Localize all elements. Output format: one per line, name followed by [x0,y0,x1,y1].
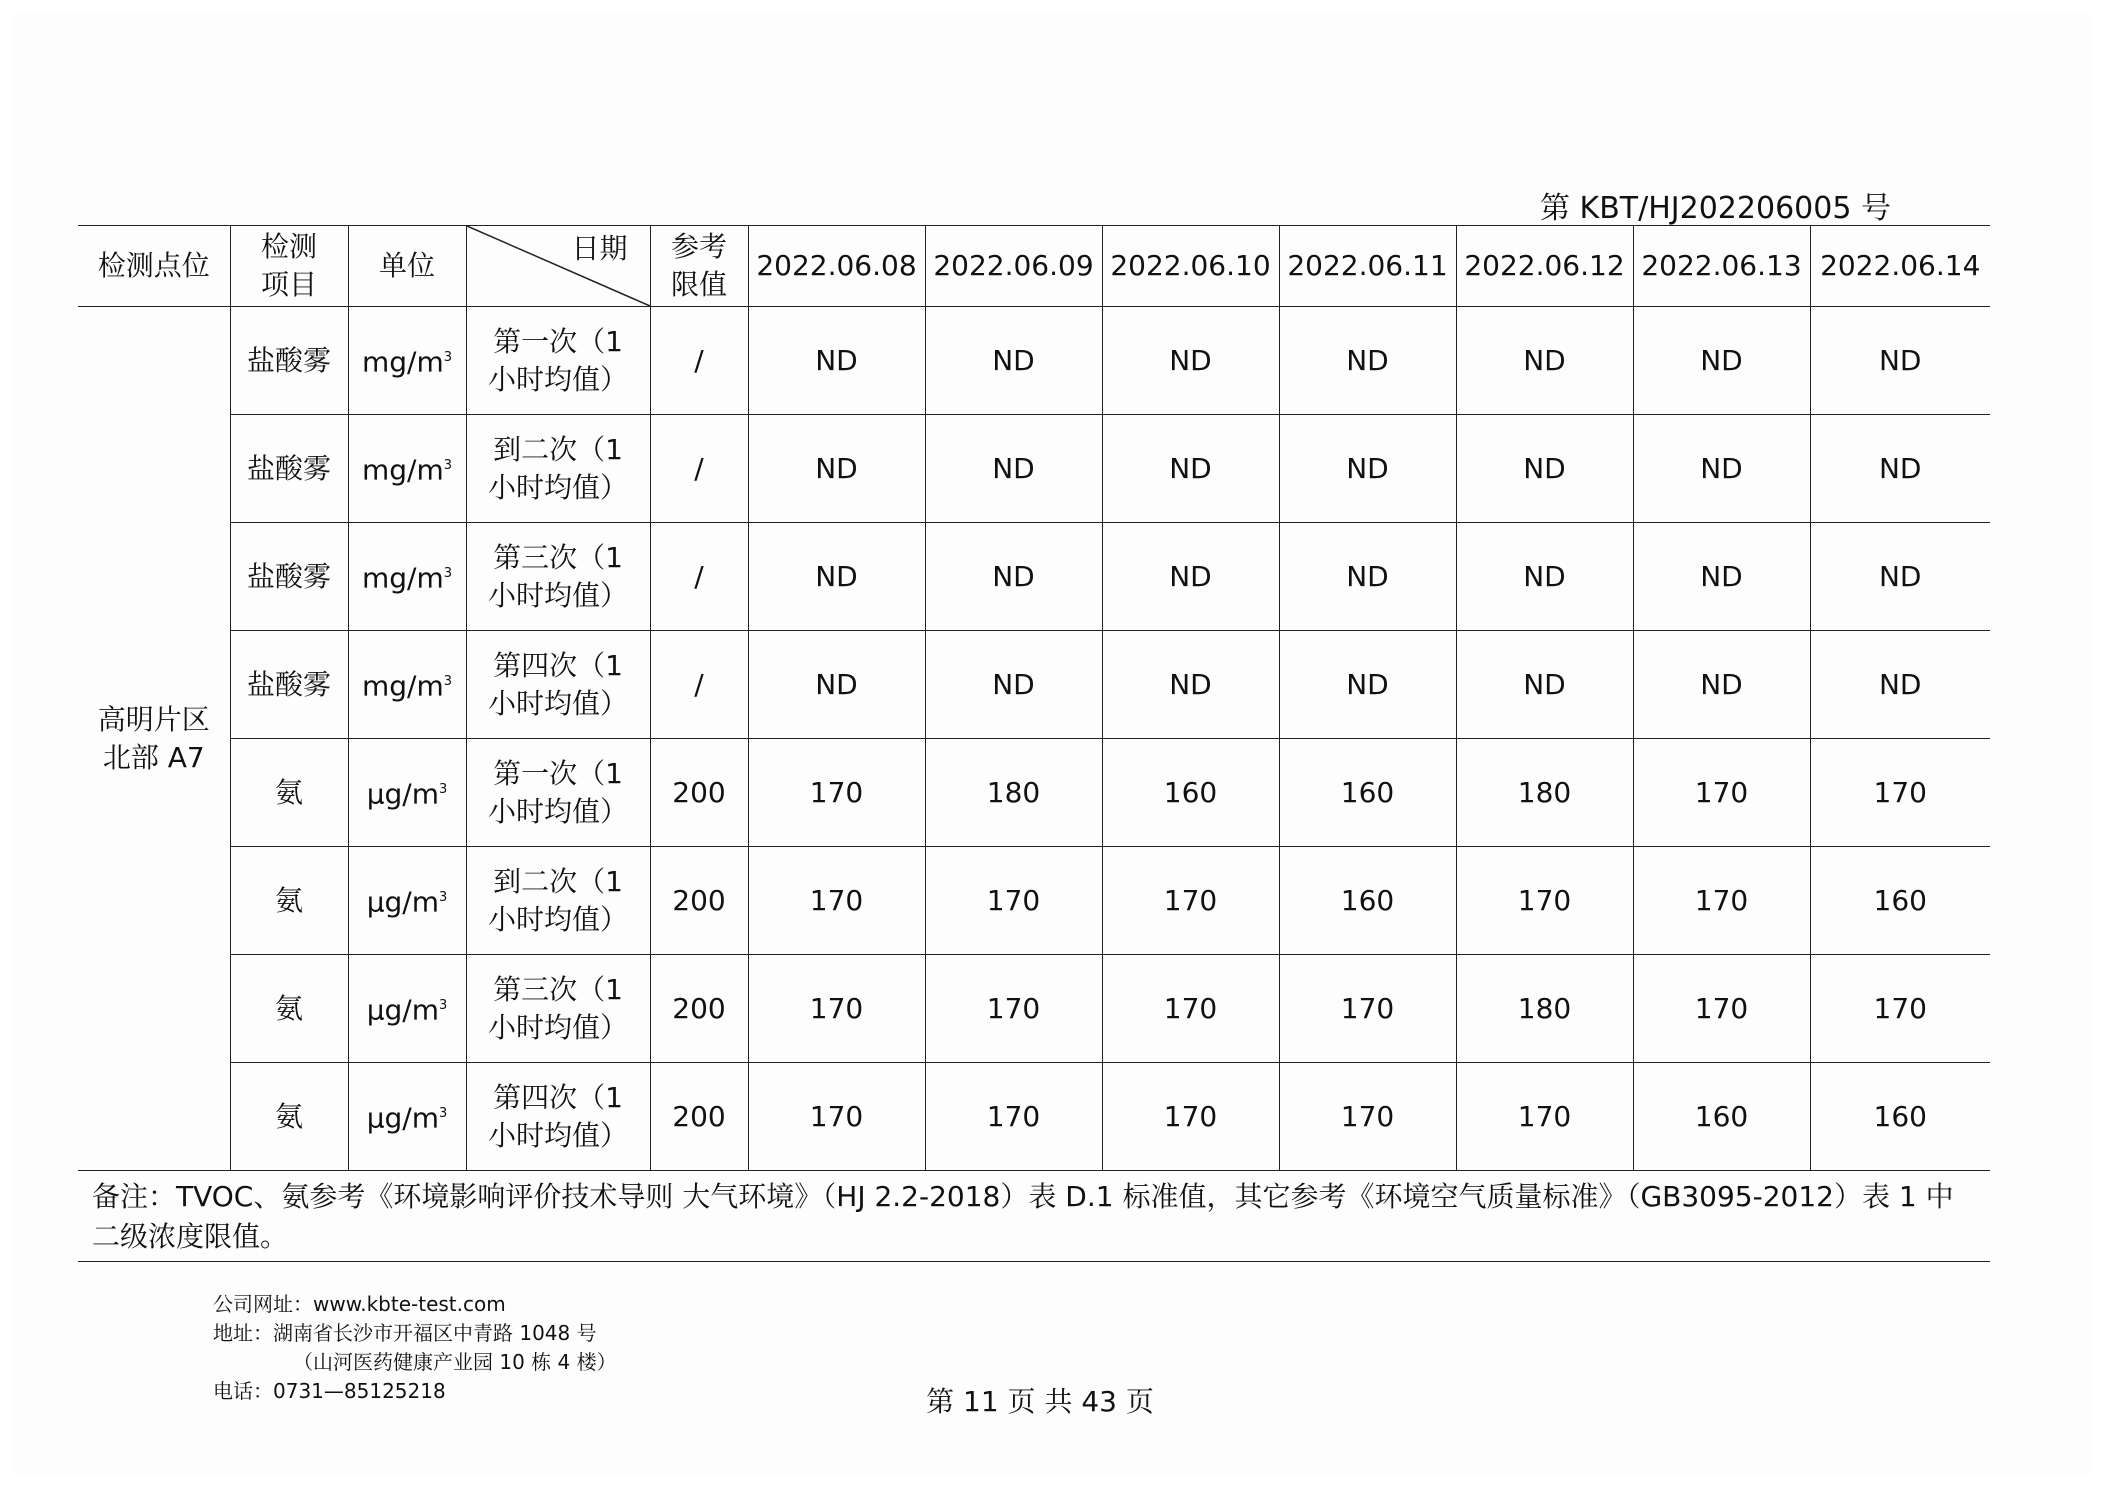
unit-cell [348,307,466,415]
value-cell: 170 [1102,1063,1279,1171]
value-cell: ND [748,631,925,739]
value-cell: ND [1456,523,1633,631]
value-cell: 160 [1633,1063,1810,1171]
item-cell: 盐酸雾 [230,631,348,739]
unit-cell [348,523,466,631]
value-cell: ND [748,523,925,631]
value-cell: ND [1810,631,1990,739]
value-cell: ND [925,307,1102,415]
item-cell: 氨 [230,739,348,847]
unit-superscript: 3 [443,566,453,582]
value-cell: 170 [925,1063,1102,1171]
table-row [78,847,1990,955]
header-date: 2022.06.10 [1102,226,1279,307]
unit-base: mg/m [361,453,444,487]
header-date: 2022.06.11 [1279,226,1456,307]
value-cell: 170 [1810,739,1990,847]
unit-base: μg/m [366,777,439,811]
item-cell: 盐酸雾 [230,307,348,415]
value-cell: ND [1633,523,1810,631]
value-cell: 170 [1633,739,1810,847]
value-cell: ND [1456,307,1633,415]
unit-superscript: 3 [443,458,453,474]
unit-superscript: 3 [439,998,448,1014]
period-cell: 到二次（1 小时均值） [466,415,650,523]
limit-cell: / [650,307,748,415]
table-row [78,415,1990,523]
unit-base: mg/m [361,669,444,703]
header-date: 2022.06.09 [925,226,1102,307]
table-row [78,1063,1990,1171]
header-date: 2022.06.13 [1633,226,1810,307]
value-cell: 170 [1633,847,1810,955]
unit-cell [348,739,466,847]
value-cell: 170 [1456,1063,1633,1171]
page-indicator: 第 11 页 共 43 页 [926,1385,1154,1418]
value-cell: ND [925,523,1102,631]
table-row [78,523,1990,631]
header-site: 检测点位 [78,226,230,307]
header-limit: 参考 限值 [650,226,748,307]
header-unit: 单位 [348,226,466,307]
item-cell: 氨 [230,847,348,955]
value-cell: 170 [748,739,925,847]
value-cell: ND [1279,415,1456,523]
unit-superscript: 3 [439,890,448,906]
value-cell: 170 [1279,955,1456,1063]
table-row [78,631,1990,739]
header-date: 2022.06.08 [748,226,925,307]
value-cell: ND [1102,631,1279,739]
value-cell: 180 [1456,955,1633,1063]
period-cell: 第三次（1 小时均值） [466,955,650,1063]
unit-base: μg/m [366,1101,439,1135]
limit-cell: / [650,631,748,739]
company-address: 地址：湖南省长沙市开福区中青路 1048 号 [213,1321,597,1345]
results-table [78,225,1990,1171]
limit-cell: / [650,523,748,631]
value-cell: 170 [1810,955,1990,1063]
value-cell: ND [748,307,925,415]
value-cell: ND [1456,631,1633,739]
company-phone: 电话：0731—85125218 [213,1379,446,1403]
unit-cell [348,1063,466,1171]
table-row [78,307,1990,415]
value-cell: ND [1279,307,1456,415]
header-date-diagonal [466,226,650,307]
value-cell: 170 [748,847,925,955]
value-cell: ND [748,415,925,523]
value-cell: ND [1810,307,1990,415]
period-cell: 到二次（1 小时均值） [466,847,650,955]
value-cell: ND [1633,631,1810,739]
unit-superscript: 3 [439,782,448,798]
limit-cell: 200 [650,847,748,955]
header-date: 2022.06.14 [1810,226,1990,307]
value-cell: 170 [925,847,1102,955]
unit-base: mg/m [361,345,444,379]
value-cell: ND [1279,631,1456,739]
item-cell: 盐酸雾 [230,523,348,631]
item-cell: 氨 [230,955,348,1063]
table-row [78,739,1990,847]
value-cell: 170 [1456,847,1633,955]
remarks-note: 备注：TVOC、氨参考《环境影响评价技术导则 大气环境》（HJ 2.2-2018）表 D.1 标准值，其它参考《环境空气质量标准》（GB3095-2012）表 1 中二级浓度限值。 [78,1171,1990,1262]
unit-base: μg/m [366,993,439,1027]
value-cell: 180 [1456,739,1633,847]
unit-base: mg/m [361,561,444,595]
value-cell: ND [925,415,1102,523]
unit-cell [348,631,466,739]
period-cell: 第一次（1 小时均值） [466,739,650,847]
period-cell: 第一次（1 小时均值） [466,307,650,415]
site-cell: 高明片区 北部 A7 [78,307,230,1171]
limit-cell: 200 [650,1063,748,1171]
company-address-detail: （山河医药健康产业园 10 栋 4 楼） [293,1350,617,1374]
value-cell: 160 [1810,847,1990,955]
unit-superscript: 3 [443,350,453,366]
period-cell: 第四次（1 小时均值） [466,1063,650,1171]
unit-superscript: 3 [443,674,453,690]
value-cell: ND [1810,415,1990,523]
unit-superscript: 3 [439,1106,448,1122]
value-cell: ND [1810,523,1990,631]
value-cell: 160 [1102,739,1279,847]
header-row [78,226,1990,307]
unit-cell [348,415,466,523]
table-row [78,955,1990,1063]
value-cell: 170 [1633,955,1810,1063]
value-cell: 170 [1102,847,1279,955]
limit-cell: 200 [650,739,748,847]
value-cell: 180 [925,739,1102,847]
header-date-label: 日期 [571,232,628,265]
unit-cell [348,847,466,955]
value-cell: ND [1102,523,1279,631]
value-cell: ND [1633,415,1810,523]
value-cell: 170 [1102,955,1279,1063]
value-cell: ND [925,631,1102,739]
value-cell: 170 [1279,1063,1456,1171]
period-cell: 第四次（1 小时均值） [466,631,650,739]
item-cell: 氨 [230,1063,348,1171]
period-cell: 第三次（1 小时均值） [466,523,650,631]
value-cell: 170 [748,1063,925,1171]
value-cell: ND [1633,307,1810,415]
item-cell: 盐酸雾 [230,415,348,523]
limit-cell: 200 [650,955,748,1063]
header-date: 2022.06.12 [1456,226,1633,307]
header-item: 检测 项目 [230,226,348,307]
value-cell: ND [1279,523,1456,631]
company-footer [213,1290,617,1406]
limit-cell: / [650,415,748,523]
unit-base: μg/m [366,885,439,919]
unit-cell [348,955,466,1063]
value-cell: ND [1456,415,1633,523]
results-sheet [78,225,1990,1262]
value-cell: ND [1102,307,1279,415]
value-cell: 160 [1279,739,1456,847]
value-cell: ND [1102,415,1279,523]
value-cell: 170 [748,955,925,1063]
value-cell: 160 [1279,847,1456,955]
company-website: 公司网址：www.kbte-test.com [213,1292,506,1316]
value-cell: 170 [925,955,1102,1063]
value-cell: 160 [1810,1063,1990,1171]
report-number: 第 KBT/HJ202206005 号 [1540,191,1891,226]
